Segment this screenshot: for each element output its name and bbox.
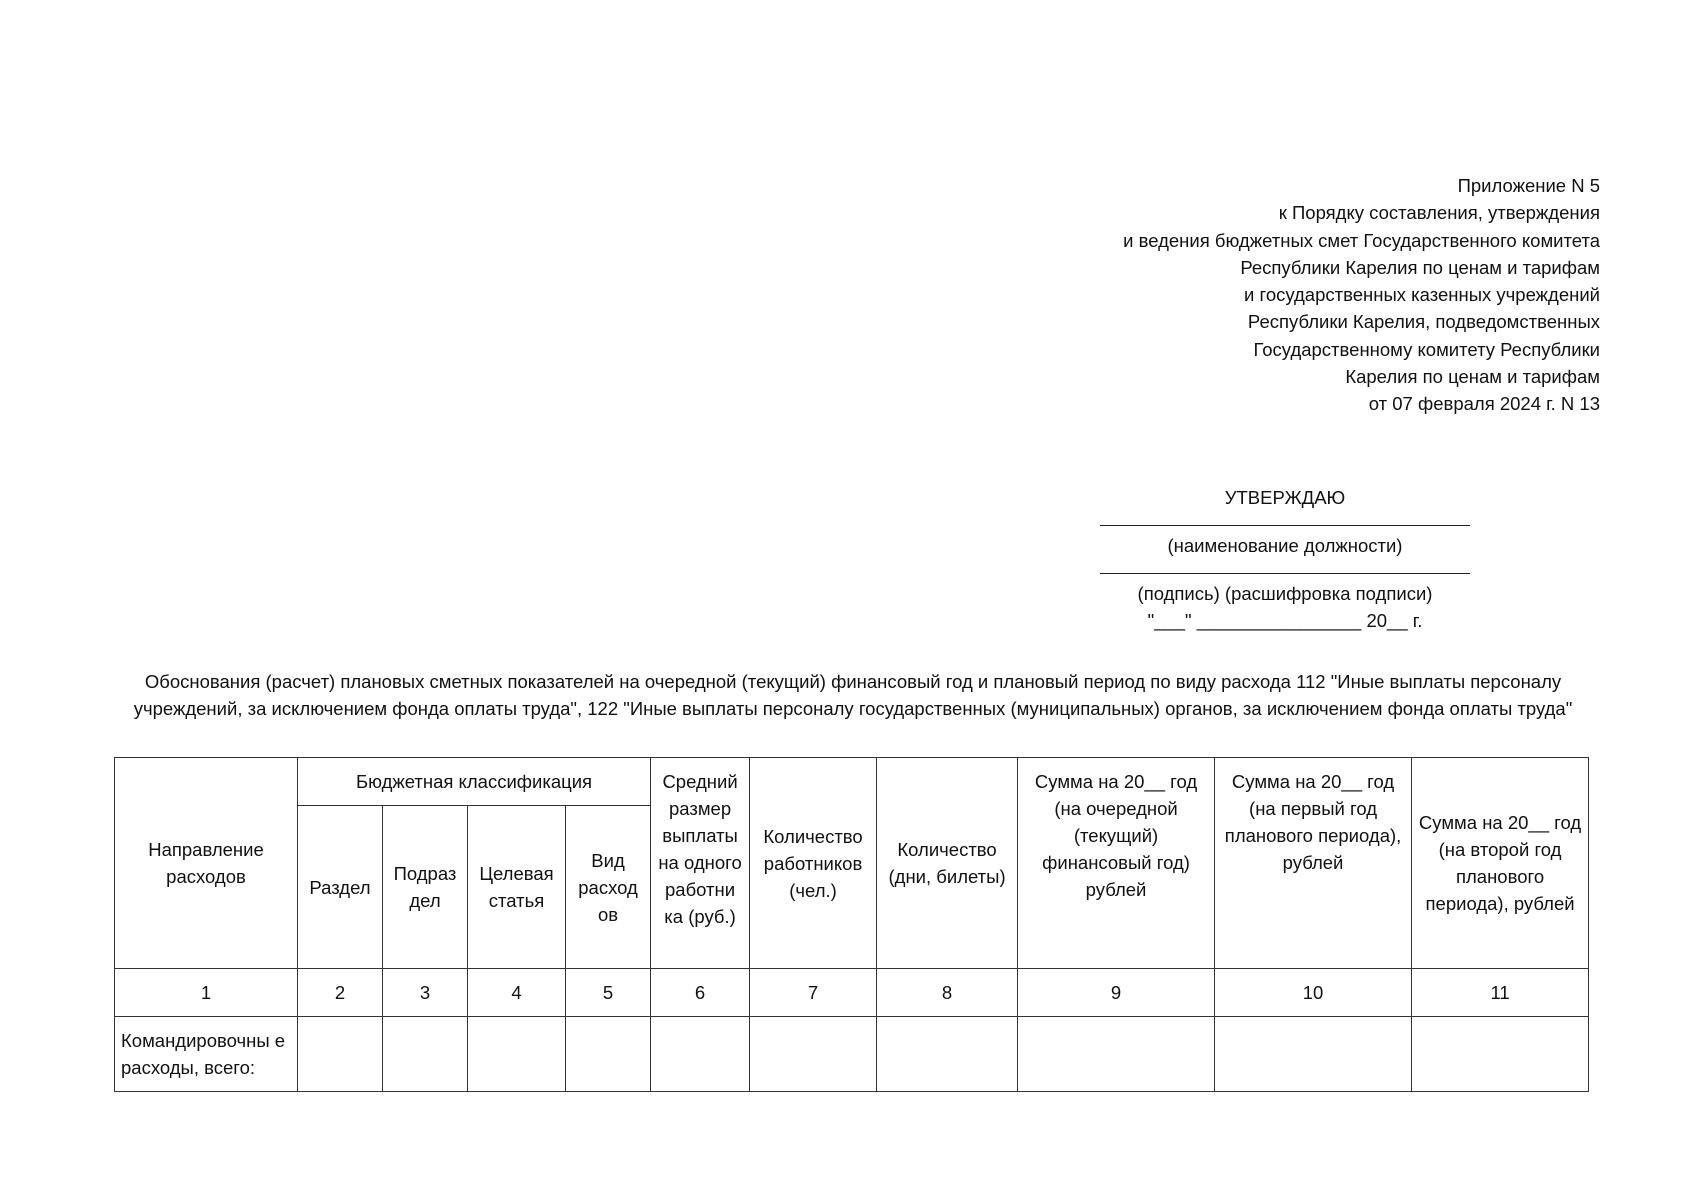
appendix-line: Республики Карелия по ценам и тарифам: [1240, 256, 1600, 278]
column-numbers-row: [115, 969, 1589, 1017]
col-target-article-header: Целевая статья: [468, 806, 566, 969]
table-header-row: [115, 758, 1589, 806]
signature-line: [1100, 559, 1470, 574]
appendix-line: и государственных казенных учреждений: [1244, 284, 1600, 306]
column-number: 1: [115, 969, 298, 1017]
appendix-line: Республики Карелия, подведомственных: [1247, 311, 1600, 333]
signature-caption: (подпись) (расшифровка подписи): [1137, 583, 1433, 604]
table-cell: [1215, 1017, 1412, 1092]
table-cell: [1018, 1017, 1215, 1092]
table-row: [115, 1017, 1589, 1092]
document-title: Обоснования (расчет) плановых сметных показателей на очередной (текущий) финансовый год и плановый период по виду расхода 112 "Иные выплаты персоналу учреждений, за исключением фонда оплаты труда", 122 "Иные выплаты персоналу государственных (муниципальных) органов, за исключением фонда оплаты труда": [133, 671, 1573, 719]
column-number: 5: [566, 969, 651, 1017]
column-number: 3: [383, 969, 468, 1017]
approval-block: [1100, 484, 1470, 634]
column-number: 8: [877, 969, 1018, 1017]
col-sum-first-plan-year-header: Сумма на 20__ год (на первый год планового периода), рублей: [1215, 758, 1412, 969]
approval-heading: УТВЕРЖДАЮ: [1224, 487, 1346, 508]
table-cell: [383, 1017, 468, 1092]
col-direction-header: Направление расходов: [115, 758, 298, 969]
budget-classification-header: Бюджетная классификация: [298, 758, 651, 806]
col-days-header: Количество (дни, билеты): [877, 758, 1018, 969]
table-cell: [1412, 1017, 1589, 1092]
table-cell: [877, 1017, 1018, 1092]
col-expense-type-header: Вид расход ов: [566, 806, 651, 969]
col-section-header: Раздел: [298, 806, 383, 969]
col-subsection-header: Подраз дел: [383, 806, 468, 969]
col-avg-payment-header: Средний размер выплаты на одного работни ка (руб.): [651, 758, 750, 969]
appendix-line: к Порядку составления, утверждения: [1278, 202, 1600, 224]
column-number: 11: [1412, 969, 1589, 1017]
position-caption: (наименование должности): [1167, 535, 1403, 556]
column-number: 2: [298, 969, 383, 1017]
table-cell: [468, 1017, 566, 1092]
column-number: 6: [651, 969, 750, 1017]
appendix-line: Государственному комитету Республики: [1253, 338, 1600, 360]
appendix-line: Карелия по ценам и тарифам: [1345, 366, 1600, 388]
table-cell: [566, 1017, 651, 1092]
appendix-line: от 07 февраля 2024 г. N 13: [1368, 393, 1600, 415]
column-number: 9: [1018, 969, 1215, 1017]
column-number: 10: [1215, 969, 1412, 1017]
col-workers-header: Количество работников (чел.): [750, 758, 877, 969]
table-cell: [750, 1017, 877, 1092]
col-sum-second-plan-year-header: Сумма на 20__ год (на второй год планового периода), рублей: [1412, 758, 1589, 969]
table-cell: [651, 1017, 750, 1092]
appendix-line: и ведения бюджетных смет Государственного комитета: [1123, 229, 1600, 251]
appendix-header: [960, 172, 1600, 418]
row-label-travel-expenses: Командировочны е расходы, всего:: [115, 1017, 298, 1092]
date-line: "___" ________________ 20__ г.: [1147, 610, 1423, 631]
col-sum-current-year-header: Сумма на 20__ год (на очередной (текущий) финансовый год) рублей: [1018, 758, 1215, 969]
column-number: 7: [750, 969, 877, 1017]
column-number: 4: [468, 969, 566, 1017]
position-signature-line: [1100, 511, 1470, 526]
appendix-line: Приложение N 5: [1457, 175, 1600, 196]
budget-table: [114, 757, 1589, 1092]
table-cell: [298, 1017, 383, 1092]
